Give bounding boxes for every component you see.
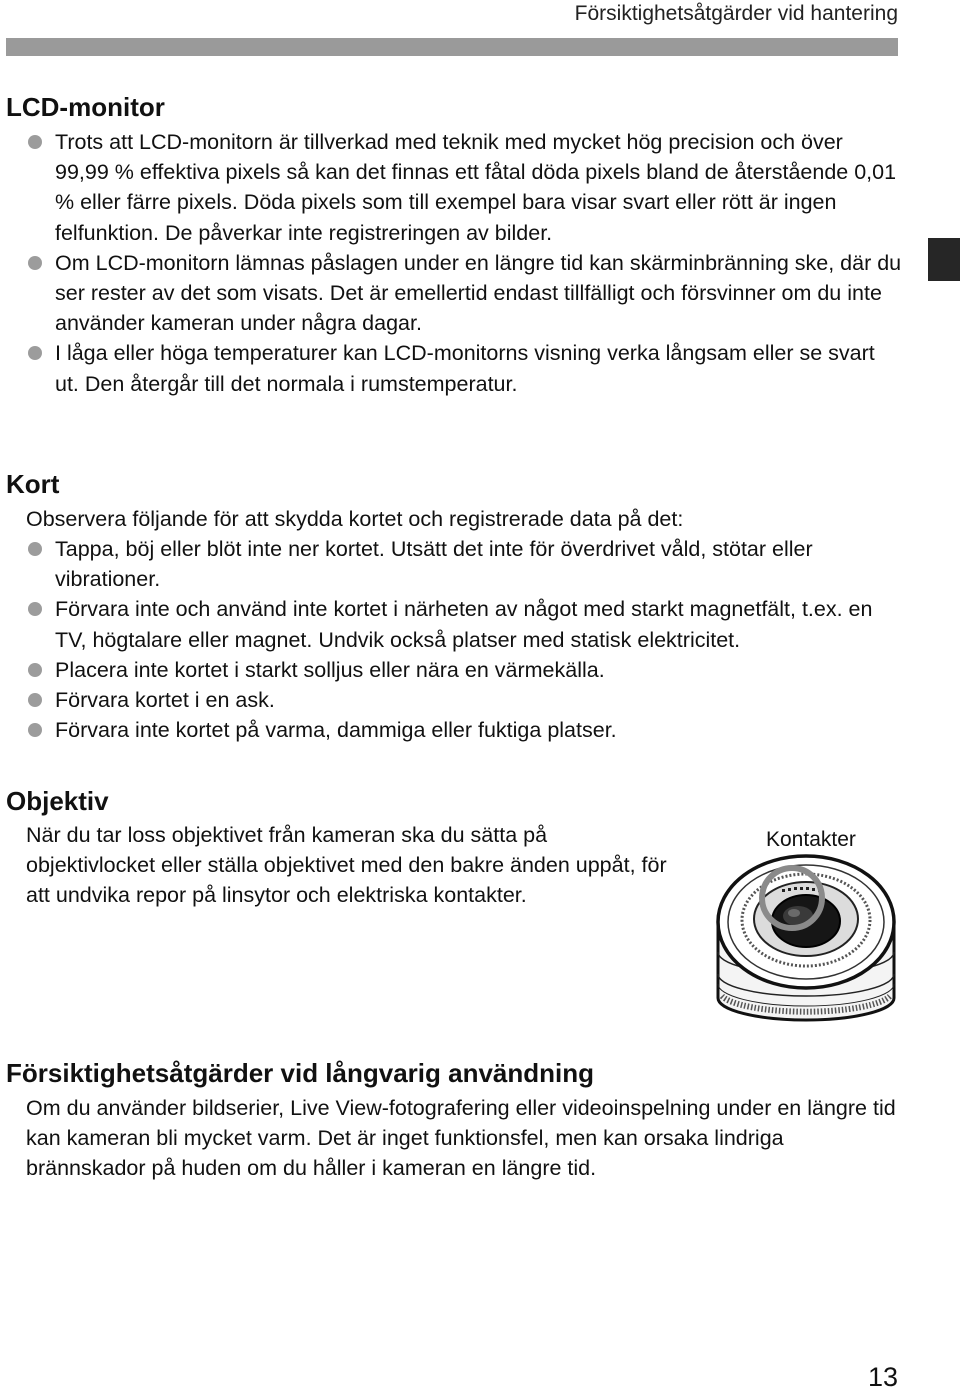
bullet-icon <box>28 346 42 360</box>
figure-caption: Kontakter <box>766 828 856 851</box>
list-item-text: Förvara inte och använd inte kortet i närheten av något med starkt magnetfält, t.ex. en TV, högtalare eller magnet. Undvik också platser med statisk elektricitet. <box>55 597 873 652</box>
lens-figure <box>712 822 912 1027</box>
lens-rear-mount-icon <box>712 822 912 1027</box>
list-item <box>22 534 902 594</box>
bullet-icon <box>28 256 42 270</box>
list-item-text: Placera inte kortet i starkt solljus eller nära en värmekälla. <box>55 657 605 682</box>
list-item-text: Om LCD-monitorn lämnas påslagen under en längre tid kan skärminbränning ske, där du ser rester av det som visats. Det är emellertid endast tillfälligt och försvinner om du inte använder kameran under några dagar. <box>55 250 902 336</box>
page-number: 13 <box>867 1362 898 1392</box>
list-item <box>22 685 902 715</box>
header-bar <box>6 38 898 56</box>
lcd-list <box>22 127 902 399</box>
list-item <box>22 127 902 248</box>
list-item <box>22 655 902 685</box>
card-list <box>22 534 902 745</box>
bullet-icon <box>28 135 42 149</box>
bullet-icon <box>28 663 42 677</box>
list-item <box>22 715 902 745</box>
list-item-text: I låga eller höga temperaturer kan LCD-monitorns visning verka långsam eller se svart ut. Den återgår till det normala i rumstemperatur. <box>55 341 875 396</box>
list-item-text: Förvara kortet i en ask. <box>55 688 275 713</box>
bullet-icon <box>28 542 42 556</box>
list-item <box>22 594 902 654</box>
card-intro: Observera följande för att skydda kortet och registrerade data på det: <box>26 507 684 531</box>
list-item-text: Tappa, böj eller blöt inte ner kortet. Utsätt det inte för överdrivet våld, stötar eller vibrationer. <box>55 537 813 592</box>
section-title-card: Kort <box>6 469 60 499</box>
section-title-lens: Objektiv <box>6 786 109 816</box>
running-header: Försiktighetsåtgärder vid hantering <box>574 2 898 25</box>
bullet-icon <box>28 693 42 707</box>
bullet-icon <box>28 602 42 616</box>
lens-text: När du tar loss objektivet från kameran ska du sätta på objektivlocket eller ställa objektivet med den bakre änden uppåt, för att undvika repor på linsytor och elektriska kontakter. <box>26 823 667 908</box>
chapter-tab-marker <box>928 238 960 281</box>
bullet-icon <box>28 723 42 737</box>
section-title-long-use: Försiktighetsåtgärder vid långvarig användning <box>6 1058 595 1088</box>
list-item <box>22 338 902 398</box>
list-item <box>22 248 902 339</box>
long-use-text: Om du använder bildserier, Live View-fotografering eller videoinspelning under en längre tid kan kameran bli mycket varm. Det är inget funktionsfel, men kan orsaka lindriga brännskador på huden om du håller i kameran en längre tid. <box>26 1096 896 1181</box>
list-item-text: Förvara inte kortet på varma, dammiga eller fuktiga platser. <box>55 718 617 743</box>
section-title-lcd: LCD-monitor <box>6 92 165 122</box>
list-item-text: Trots att LCD-monitorn är tillverkad med teknik med mycket hög precision och över 99,99 % effektiva pixels så kan det finnas ett fåtal döda pixels bland de återstående 0,01 % eller färre pixels. Döda pixels som till exempel bara visar svart eller rött är ingen felfunktion. De påverkar inte registreringen av bilder. <box>55 130 897 245</box>
